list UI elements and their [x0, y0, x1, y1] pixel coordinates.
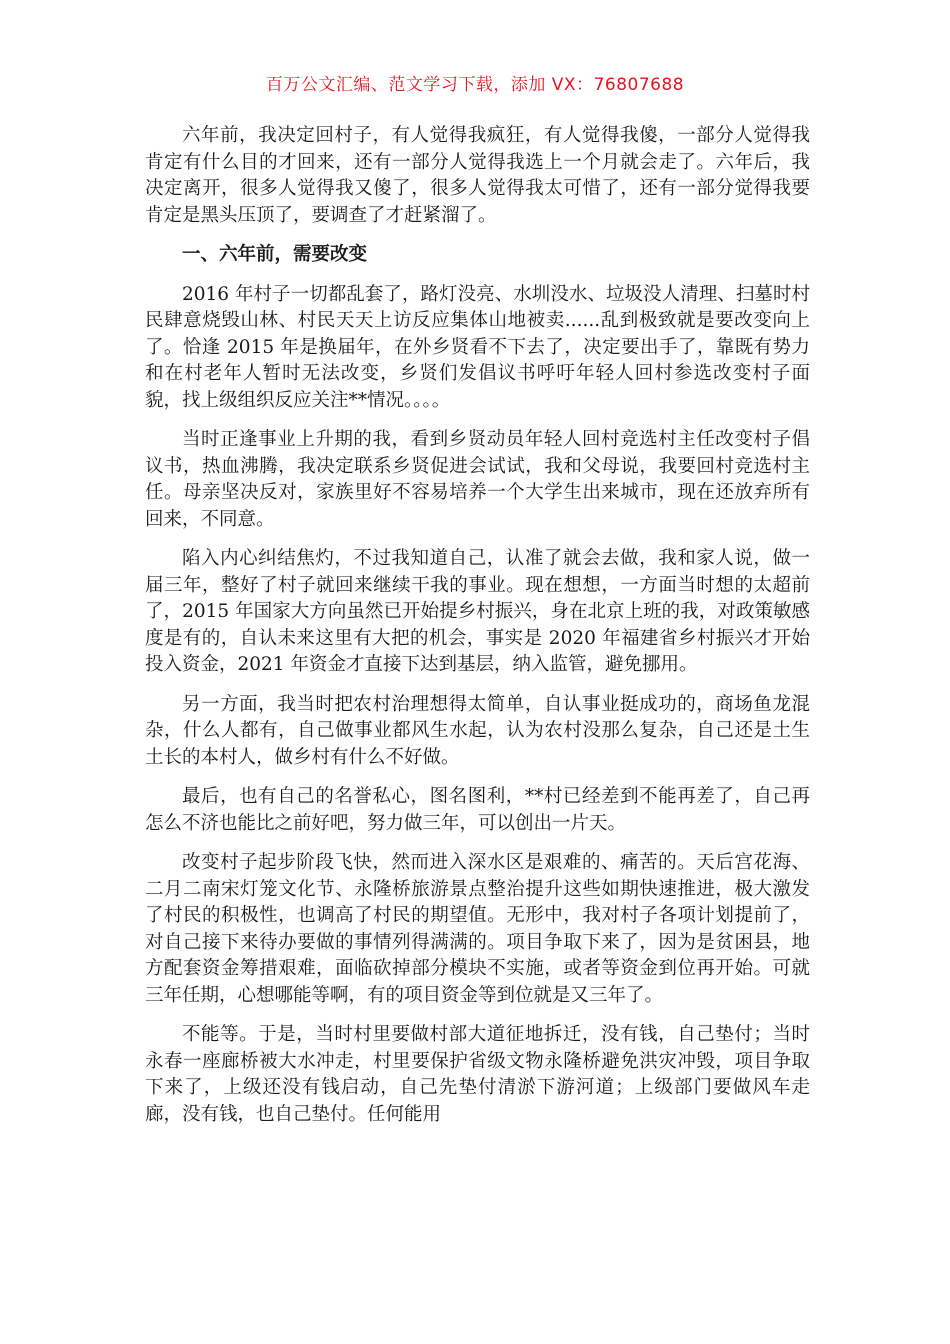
watermark-banner: 百万公文汇编、范文学习下载，添加 VX：76807688	[265, 75, 685, 95]
paragraph-cannot-wait: 不能等。于是，当时村里要做村部大道征地拆迁，没有钱，自己垫付；当时永春一座廊桥被大水冲走，村里要保护省级文物永隆桥避免洪灾冲毁，项目争取下来了，上级还没有钱启动，自己先垫付清淤下游河道；上级部门要做风车走廊，没有钱，也自己垫付。任何能用	[145, 1024, 810, 1125]
paragraph-progress: 改变村子起步阶段飞快，然而进入深水区是艰难的、痛苦的。天后宫花海、二月二南宋灯笼文化节、永隆桥旅游景点整治提升这些如期快速推进，极大激发了村民的积极性，也调高了村民的期望值。无形中，我对村子各项计划提前了，对自己接下来待办要做的事情列得满满的。项目争取下来了，因为是贫困县，地方配套资金筹措艰难，面临砍掉部分模块不实施，或者等资金到位再开始。可就三年任期，心想哪能等啊，有的项目资金等到位就是又三年了。	[145, 852, 810, 1006]
section-heading-1: 一、六年前，需要改变	[182, 244, 368, 265]
document-body	[145, 123, 810, 1141]
paragraph-2016-situation: 2016 年村子一切都乱套了，路灯没亮、水圳没水、垃圾没人清理、扫墓时村民肆意烧毁山林、村民天天上访反应集体山地被卖......乱到极致就是要改变向上了。恰逢 2015 年是换届年，在外乡贤看不下去了，决定要出手了，靠既有势力和在村老年人暂时无法改变，乡贤们发倡议书呼吁年轻人回村参选改变村子面貌，找上级组织反应关注**情况。。。。	[145, 283, 810, 411]
paragraph-decision: 当时正逢事业上升期的我，看到乡贤动员年轻人回村竞选村主任改变村子倡议书，热血沸腾，我决定联系乡贤促进会试试，我和父母说，我要回村竞选村主任。母亲坚决反对，家族里好不容易培养一个大学生出来城市，现在还放弃所有回来，不同意。	[145, 429, 810, 530]
paragraph-other-side: 另一方面，我当时把农村治理想得太简单，自认事业挺成功的，商场鱼龙混杂，什么人都有，自己做事业都风生水起，认为农村没那么复杂，自己还是土生土长的本村人，做乡村有什么不好做。	[145, 693, 810, 768]
paragraph-struggle: 陷入内心纠结焦灼，不过我知道自己，认准了就会去做，我和家人说，做一届三年，整好了村子就回来继续干我的事业。现在想想，一方面当时想的太超前了，2015 年国家大方向虽然已开始提乡村振兴，身在北京上班的我，对政策敏感度是有的，自认未来这里有大把的机会，事实是 2020 年福建省乡村振兴才开始投入资金，2021 年资金才直接下达到基层，纳入监管，避免挪用。	[145, 548, 810, 675]
paragraph-finally: 最后，也有自己的名誉私心，图名图利，**村已经差到不能再差了，自己再怎么不济也能比之前好吧，努力做三年，可以创出一片天。	[145, 786, 810, 834]
paragraph-intro: 六年前，我决定回村子，有人觉得我疯狂，有人觉得我傻，一部分人觉得我肯定有什么目的才回来，还有一部分人觉得我选上一个月就会走了。六年后，我决定离开，很多人觉得我又傻了，很多人觉得我太可惜了，还有一部分觉得我要肯定是黑头压顶了，要调查了才赶紧溜了。	[145, 125, 810, 226]
